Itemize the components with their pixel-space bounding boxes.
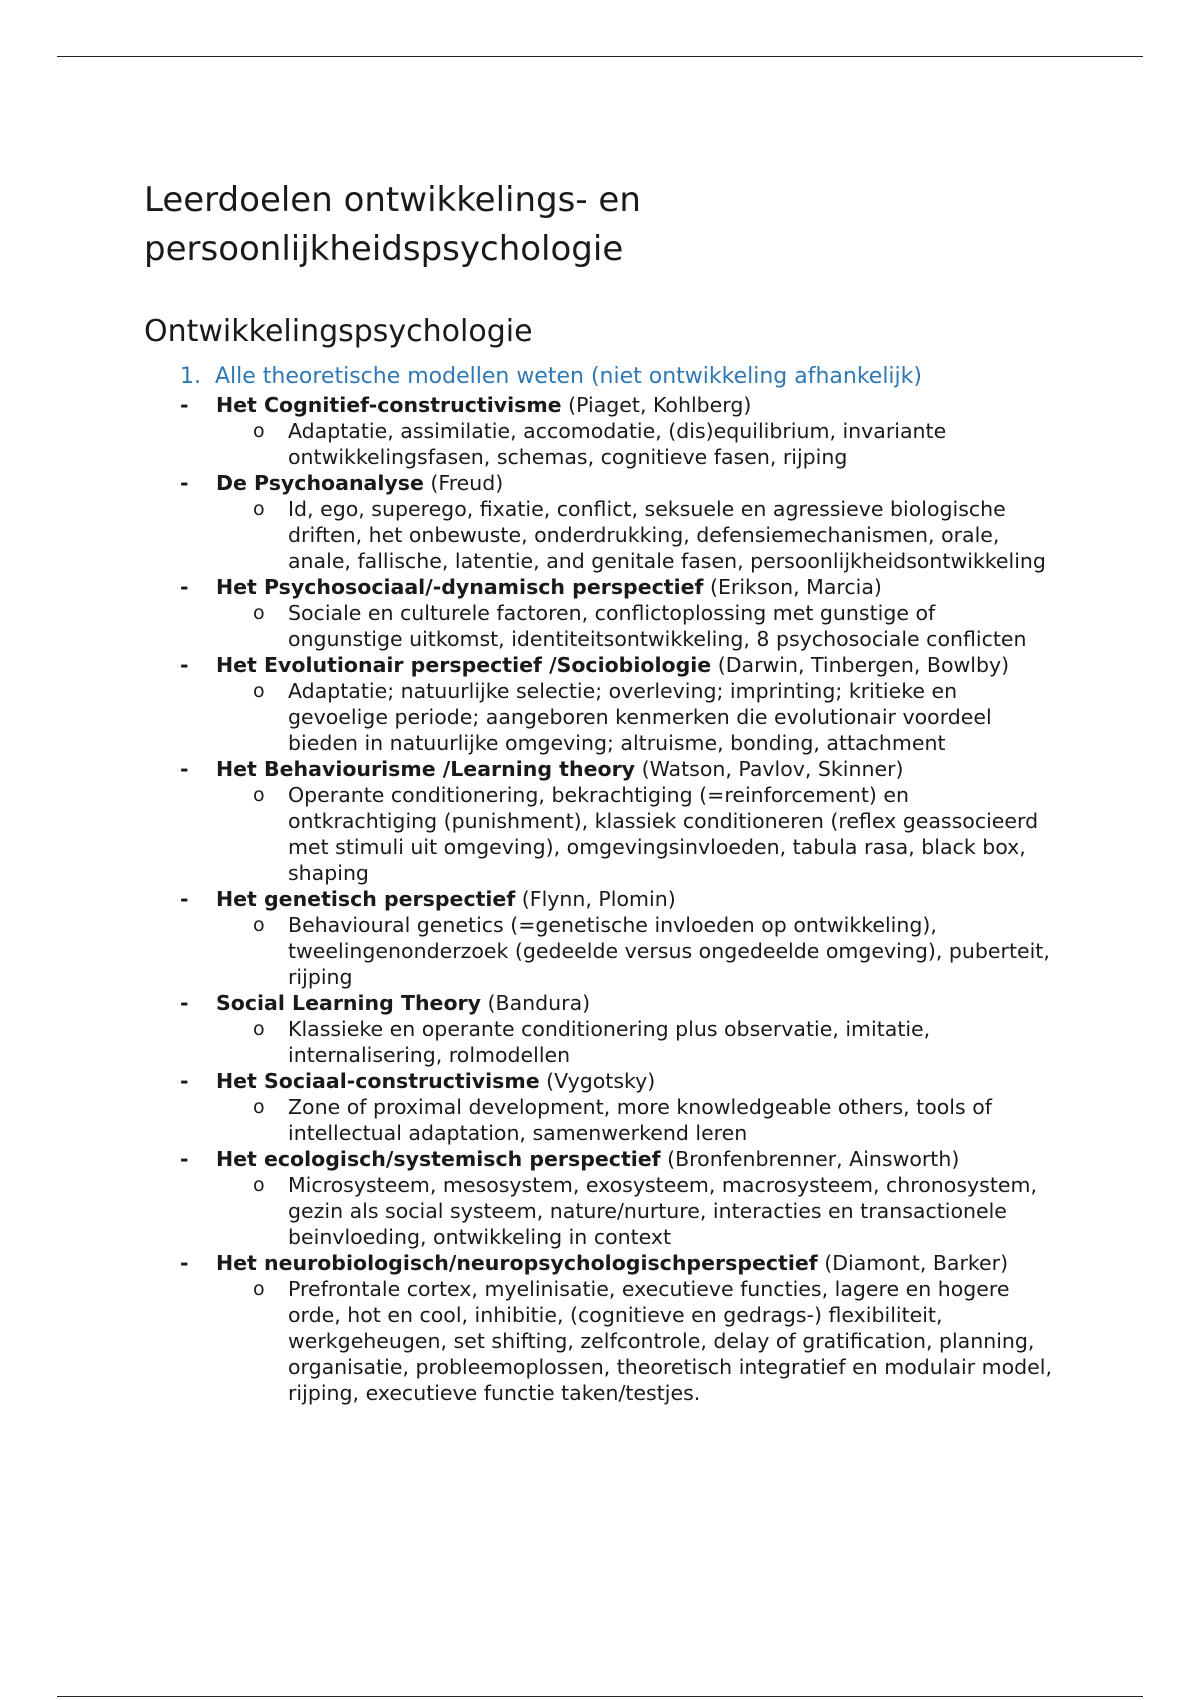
list-dash-marker: - [180, 1147, 189, 1171]
list-dash-marker: - [180, 991, 189, 1015]
theory-concepts-item [144, 1094, 1054, 1146]
theory-name: Het Behaviourisme /Learning theory [216, 757, 636, 781]
circle-bullet-marker: o [253, 1096, 265, 1118]
list-dash-marker: - [180, 1069, 189, 1093]
theory-list [144, 392, 1074, 1406]
theory-concepts-item [144, 912, 1054, 990]
theory-name: Het ecologisch/systemisch perspectief [216, 1147, 661, 1171]
theory-concepts: Adaptatie; natuurlijke selectie; overleving; imprinting; kritieke en gevoelige periode; aangeboren kenmerken die evolutionair voordeel bieden in natuurlijke omgeving; altruisme, bonding, attachment [288, 679, 992, 755]
list-dash-marker: - [180, 757, 189, 781]
theory-authors: (Bronfenbrenner, Ainsworth) [667, 1147, 960, 1171]
theory-name: Het genetisch perspectief [216, 887, 516, 911]
circle-bullet-marker: o [253, 1174, 265, 1196]
theory-concepts-item [144, 418, 1054, 470]
theory-heading [144, 652, 1074, 678]
theory-authors: (Flynn, Plomin) [521, 887, 676, 911]
list-dash-marker: - [180, 471, 189, 495]
theory-concepts-item [144, 496, 1054, 574]
theory-name: Het neurobiologisch/neuropsychologischperspectief [216, 1251, 818, 1275]
theory-item [144, 652, 1074, 756]
theory-item [144, 1146, 1074, 1250]
theory-authors: (Piaget, Kohlberg) [568, 393, 752, 417]
circle-bullet-marker: o [253, 1278, 265, 1300]
theory-concepts: Id, ego, superego, fixatie, conflict, seksuele en agressieve biologische driften, het onbewuste, onderdrukking, defensiemechanismen, orale, anale, fallische, latentie, and genitale fasen, persoonlijkheidsontwikkeling [288, 497, 1046, 573]
theory-concepts-item [144, 600, 1054, 652]
theory-concepts: Zone of proximal development, more knowledgeable others, tools of intellectual adaptation, samenwerkend leren [288, 1095, 992, 1145]
theory-concepts: Microsysteem, mesosystem, exosysteem, macrosysteem, chronosystem, gezin als social systeem, nature/nurture, interacties en transactionele beinvloeding, ontwikkeling in context [288, 1173, 1037, 1249]
theory-heading [144, 574, 1074, 600]
document-body [144, 176, 1074, 1406]
theory-concepts-item [144, 1016, 1054, 1068]
list-dash-marker: - [180, 653, 189, 677]
section-heading: Ontwikkelingspsychologie [144, 314, 533, 349]
theory-name: Het Psychosociaal/-dynamisch perspectief [216, 575, 704, 599]
theory-authors: (Vygotsky) [546, 1069, 656, 1093]
circle-bullet-marker: o [253, 420, 265, 442]
footer-rule [57, 1696, 1143, 1697]
theory-heading [144, 470, 1074, 496]
learning-goal [180, 362, 1074, 392]
theory-name: Social Learning Theory [216, 991, 481, 1015]
theory-concepts: Operante conditionering, bekrachtiging (=reinforcement) en ontkrachtiging (punishment), klassiek conditioneren (reflex geassocieerd met stimuli uit omgeving), omgevingsinvloeden, tabula rasa, black box, shaping [288, 783, 1039, 885]
theory-item [144, 470, 1074, 574]
circle-bullet-marker: o [253, 602, 265, 624]
theory-name: Het Cognitief-constructivisme [216, 393, 562, 417]
theory-heading [144, 756, 1074, 782]
list-dash-marker: - [180, 887, 189, 911]
learning-goal-text: Alle theoretische modellen weten (niet ontwikkeling afhankelijk) [215, 364, 922, 389]
theory-concepts: Behavioural genetics (=genetische invloeden op ontwikkeling), tweelingenonderzoek (gedeelde versus ongedeelde omgeving), puberteit, rijping [288, 913, 1050, 989]
document-title: Leerdoelen ontwikkelings- en persoonlijkheidspsychologie [144, 180, 641, 269]
theory-concepts-item [144, 782, 1054, 886]
theory-name: Het Evolutionair perspectief /Sociobiologie [216, 653, 712, 677]
theory-item [144, 574, 1074, 652]
theory-heading [144, 392, 1074, 418]
theory-concepts-item [144, 1276, 1054, 1406]
learning-goal-number: 1. [180, 364, 201, 389]
header-rule [57, 56, 1143, 57]
list-dash-marker: - [180, 393, 189, 417]
theory-concepts: Sociale en culturele factoren, conflictoplossing met gunstige of ongunstige uitkomst, identiteitsontwikkeling, 8 psychosociale conflicten [288, 601, 1027, 651]
theory-heading [144, 1250, 1074, 1276]
theory-item [144, 886, 1074, 990]
theory-concepts-item [144, 1172, 1054, 1250]
list-dash-marker: - [180, 1251, 189, 1275]
theory-authors: (Watson, Pavlov, Skinner) [641, 757, 904, 781]
theory-heading [144, 990, 1074, 1016]
theory-item [144, 756, 1074, 886]
theory-item [144, 1250, 1074, 1406]
circle-bullet-marker: o [253, 1018, 265, 1040]
theory-item [144, 1068, 1074, 1146]
theory-item [144, 990, 1074, 1068]
theory-authors: (Erikson, Marcia) [709, 575, 882, 599]
theory-name: Het Sociaal-constructivisme [216, 1069, 540, 1093]
circle-bullet-marker: o [253, 680, 265, 702]
theory-authors: (Diamont, Barker) [824, 1251, 1009, 1275]
theory-authors: (Freud) [430, 471, 504, 495]
theory-item [144, 392, 1074, 470]
theory-concepts: Prefrontale cortex, myelinisatie, executieve functies, lagere en hogere orde, hot en cool, inhibitie, (cognitieve en gedrags-) flexibiliteit, werkgeheugen, set shifting, zelfcontrole, delay of gratification, planning, organisatie, probleemoplossen, theoretisch integratief en modulair model, rijping, executieve functie taken/testjes. [288, 1277, 1052, 1405]
theory-concepts: Klassieke en operante conditionering plus observatie, imitatie, internalisering, rolmodellen [288, 1017, 931, 1067]
theory-heading [144, 1146, 1074, 1172]
theory-authors: (Darwin, Tinbergen, Bowlby) [717, 653, 1010, 677]
theory-authors: (Bandura) [487, 991, 591, 1015]
circle-bullet-marker: o [253, 498, 265, 520]
theory-name: De Psychoanalyse [216, 471, 424, 495]
theory-concepts: Adaptatie, assimilatie, accomodatie, (dis)equilibrium, invariante ontwikkelingsfasen, schemas, cognitieve fasen, rijping [288, 419, 947, 469]
list-dash-marker: - [180, 575, 189, 599]
theory-heading [144, 1068, 1074, 1094]
circle-bullet-marker: o [253, 914, 265, 936]
theory-heading [144, 886, 1074, 912]
circle-bullet-marker: o [253, 784, 265, 806]
theory-concepts-item [144, 678, 1054, 756]
